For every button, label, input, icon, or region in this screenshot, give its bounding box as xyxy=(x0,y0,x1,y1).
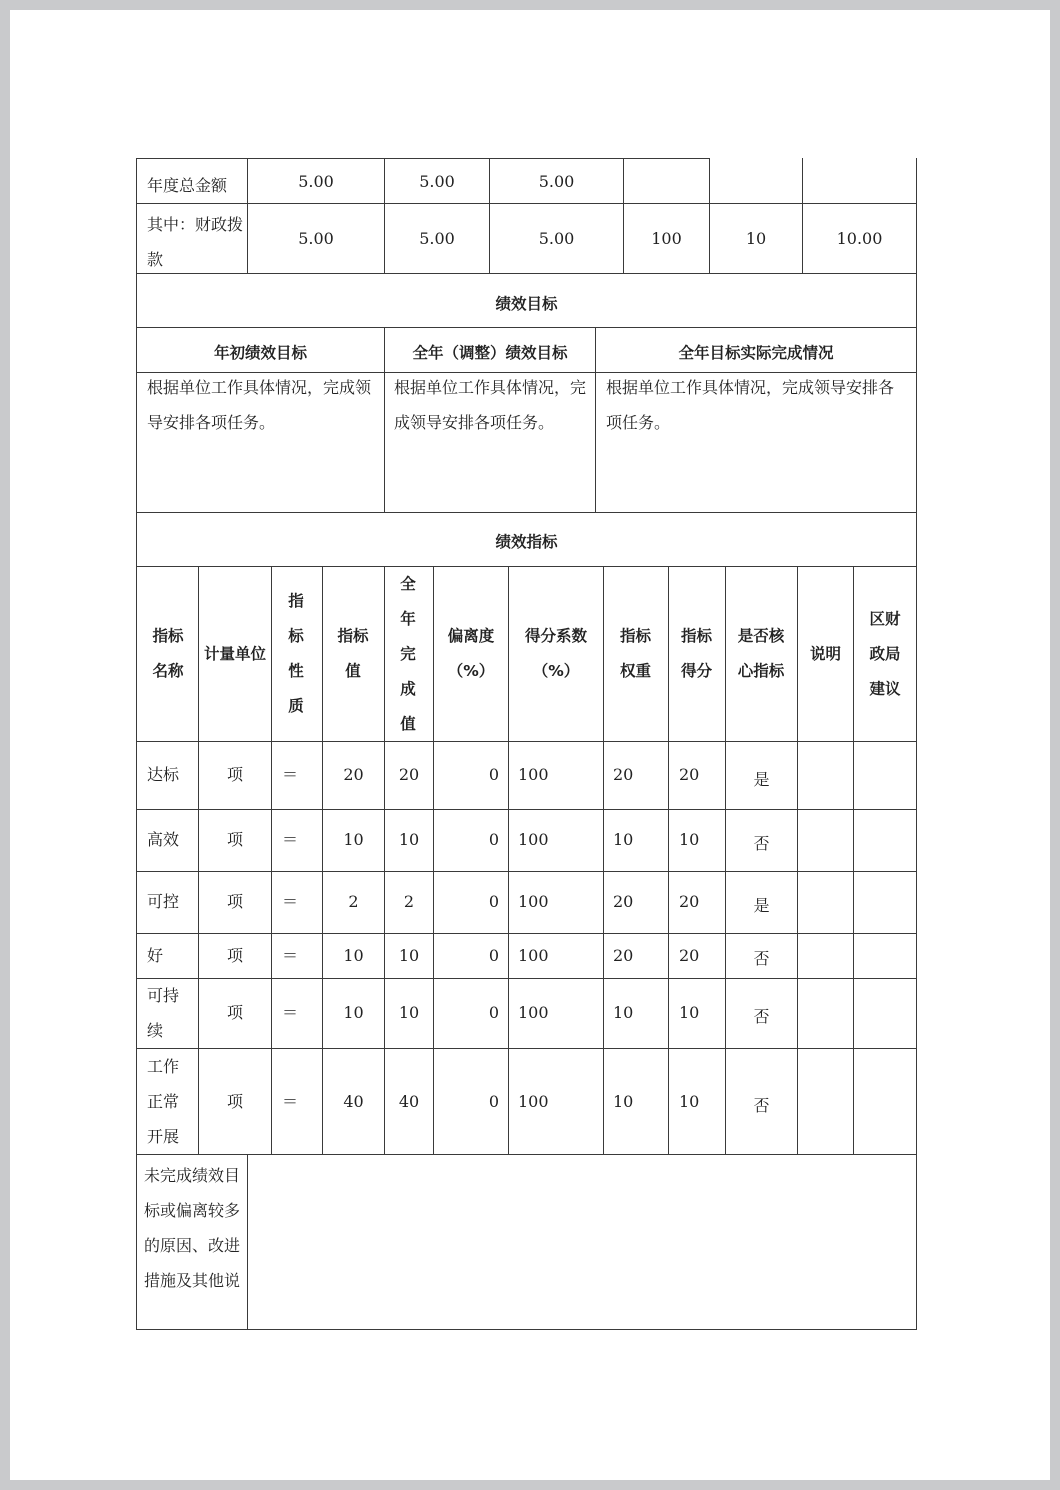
cell-weight: 20 xyxy=(613,946,634,965)
header-score: 指标得分 xyxy=(680,627,712,680)
table-rule xyxy=(136,203,917,204)
table-rule xyxy=(384,566,385,1154)
table-rule xyxy=(797,566,798,1154)
cell-actual: 10 xyxy=(398,1003,420,1022)
budget-cell: 5.00 xyxy=(538,229,575,248)
table-rule xyxy=(322,566,323,1154)
table-rule xyxy=(247,1154,248,1330)
cell-actual: 10 xyxy=(398,830,420,849)
cell-weight: 10 xyxy=(613,1003,634,1022)
cell-coefficient: 100 xyxy=(518,946,549,965)
header-target: 指标值 xyxy=(337,627,369,680)
cell-actual: 10 xyxy=(398,946,420,965)
budget-row-label: 其中：财政拨款 xyxy=(147,215,244,269)
cell-unit: 项 xyxy=(226,946,243,965)
goals-text-adjusted: 根据单位工作具体情况，完成领导安排各项任务。 xyxy=(394,378,587,432)
cell-name: 可持续 xyxy=(147,986,180,1040)
goals-text-actual: 根据单位工作具体情况，完成领导安排各项任务。 xyxy=(606,378,895,432)
goals-text-initial: 根据单位工作具体情况，完成领导安排各项任务。 xyxy=(147,378,372,432)
cell-score: 20 xyxy=(679,765,700,784)
cell-target: 2 xyxy=(348,892,359,911)
cell-coefficient: 100 xyxy=(518,1092,549,1111)
table-rule xyxy=(136,933,917,934)
cell-score: 10 xyxy=(679,830,700,849)
budget-cell: 5.00 xyxy=(419,229,455,248)
header-note: 说明 xyxy=(809,644,841,663)
header-indicator-name: 指标名称 xyxy=(152,627,184,680)
table-rule xyxy=(136,512,917,513)
goals-col-adjusted: 全年（调整）绩效目标 xyxy=(412,344,568,362)
cell-unit: 项 xyxy=(226,1092,243,1111)
cell-name: 工作正常开展 xyxy=(147,1057,180,1146)
cell-score: 10 xyxy=(679,1003,700,1022)
budget-cell: 5.00 xyxy=(298,229,334,248)
table-rule xyxy=(136,809,917,810)
remarks-label: 未完成绩效目标或偏离较多的原因、改进措施及其他说 xyxy=(144,1166,240,1290)
cell-nature: ＝ xyxy=(281,1092,298,1111)
cell-target: 20 xyxy=(343,765,364,784)
cell-weight: 20 xyxy=(613,892,634,911)
cell-name: 达标 xyxy=(147,765,180,784)
table-rule xyxy=(508,566,509,1154)
table-rule xyxy=(136,1048,917,1049)
table-rule xyxy=(853,566,854,1154)
cell-deviation: 0 xyxy=(488,892,499,911)
budget-cell: 5.00 xyxy=(538,172,575,191)
budget-cell: 10.00 xyxy=(836,229,883,248)
table-rule xyxy=(271,566,272,1154)
cell-core: 否 xyxy=(753,834,770,853)
goals-col-actual: 全年目标实际完成情况 xyxy=(678,344,834,362)
header-core: 是否核心指标 xyxy=(737,627,785,680)
cell-target: 10 xyxy=(343,830,364,849)
cell-weight: 10 xyxy=(613,1092,634,1111)
budget-cell: 10 xyxy=(745,229,767,248)
table-rule xyxy=(136,273,917,274)
cell-unit: 项 xyxy=(226,892,243,911)
cell-nature: ＝ xyxy=(281,892,298,911)
cell-deviation: 0 xyxy=(488,1092,499,1111)
cell-nature: ＝ xyxy=(281,946,298,965)
table-rule xyxy=(136,1329,917,1330)
cell-target: 10 xyxy=(343,1003,364,1022)
cell-coefficient: 100 xyxy=(518,1003,549,1022)
cell-core: 是 xyxy=(753,770,770,789)
cell-coefficient: 100 xyxy=(518,765,549,784)
cell-core: 否 xyxy=(753,1096,770,1115)
cell-score: 20 xyxy=(679,892,700,911)
cell-unit: 项 xyxy=(226,1003,243,1022)
cell-target: 10 xyxy=(343,946,364,965)
goals-col-initial: 年初绩效目标 xyxy=(213,344,307,362)
cell-nature: ＝ xyxy=(281,1003,298,1022)
header-coefficient: 得分系数（%） xyxy=(524,627,587,680)
cell-score: 10 xyxy=(679,1092,700,1111)
header-weight: 指标权重 xyxy=(619,627,651,680)
table-rule xyxy=(136,978,917,979)
cell-unit: 项 xyxy=(226,765,243,784)
cell-weight: 10 xyxy=(613,830,634,849)
cell-deviation: 0 xyxy=(488,830,499,849)
header-unit: 计量单位 xyxy=(204,644,267,663)
cell-coefficient: 100 xyxy=(518,892,549,911)
cell-name: 可控 xyxy=(147,892,180,911)
cell-nature: ＝ xyxy=(281,830,298,849)
table-rule xyxy=(136,1154,917,1155)
cell-deviation: 0 xyxy=(488,765,499,784)
cell-target: 40 xyxy=(343,1092,364,1111)
cell-score: 20 xyxy=(679,946,700,965)
table-rule xyxy=(136,741,917,742)
table-rule xyxy=(136,327,917,328)
cell-actual: 20 xyxy=(398,765,420,784)
budget-cell: 5.00 xyxy=(298,172,334,191)
budget-cell: 100 xyxy=(651,229,682,248)
cell-deviation: 0 xyxy=(488,1003,499,1022)
cell-nature: ＝ xyxy=(281,765,298,784)
header-deviation: 偏离度（%） xyxy=(447,627,495,680)
table-rule xyxy=(709,158,710,274)
cell-name: 高效 xyxy=(147,830,180,849)
indicators-section-title: 绩效指标 xyxy=(495,533,558,551)
header-actual: 全年完成值 xyxy=(400,574,416,733)
cell-name: 好 xyxy=(147,946,164,965)
cell-weight: 20 xyxy=(613,765,634,784)
budget-cell: 5.00 xyxy=(419,172,455,191)
cell-deviation: 0 xyxy=(488,946,499,965)
cell-actual: 40 xyxy=(398,1092,420,1111)
budget-row-label: 年度总金额 xyxy=(147,176,228,195)
cell-core: 否 xyxy=(753,1007,770,1026)
table-rule xyxy=(136,871,917,872)
cell-actual: 2 xyxy=(403,892,415,911)
cell-core: 否 xyxy=(753,949,770,968)
cell-core: 是 xyxy=(753,896,770,915)
table-rule xyxy=(198,566,199,1154)
cell-unit: 项 xyxy=(226,830,243,849)
header-suggestion: 区财政局建议 xyxy=(869,609,901,698)
goals-section-title: 绩效目标 xyxy=(495,295,558,313)
table-rule xyxy=(668,566,669,1154)
cell-coefficient: 100 xyxy=(518,830,549,849)
header-nature: 指标性质 xyxy=(288,592,304,715)
table-rule xyxy=(802,158,803,274)
table-rule xyxy=(603,566,604,1154)
table-rule xyxy=(623,158,624,274)
table-rule xyxy=(433,566,434,1154)
